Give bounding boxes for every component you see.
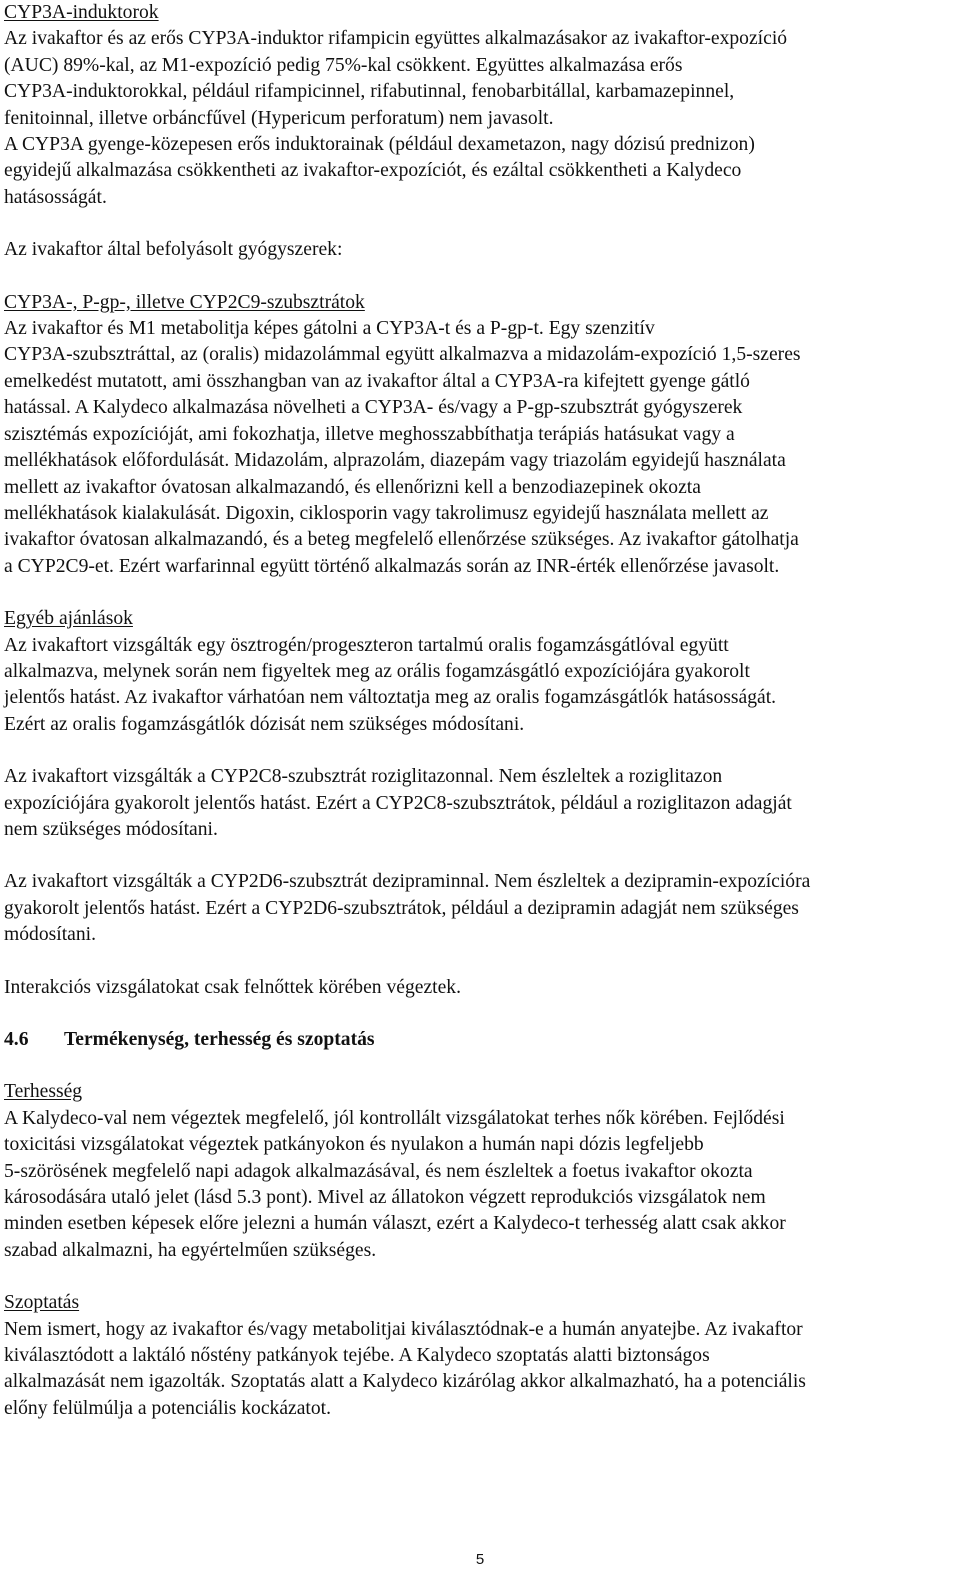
- paragraph-inducers-1: Az ivakaftor és az erős CYP3A-induktor rifampicin együttes alkalmazásakor az ivakaftor-expozíció (AUC) 89%-kal, az M1-expozíció pedig 75%-kal csökkent. Együttes alkalmazása erős CYP3A-induktorokkal, például rifampicinnel, rifabutinnal, fenobarbitállal, karbamazepinnel, fenitoinnal, illetve orbáncfűvel (Hypericum perforatum) nem javasolt.: [4, 28, 788, 129]
- page-number: 5: [475, 1551, 485, 1568]
- paragraph-other-1: Az ivakaftort vizsgálták egy ösztrogén/progeszteron tartalmú oralis fogamzásgátlóval együtt alkalmazva, melynek során nem figyeltek meg az orális fogamzásgátló expozíciójára gyakorolt jelentős hatást. Az ivakaftor várhatóan nem változtatja meg az oralis fogamzásgátlók hatásosságát. Ezért az oralis fogamzásgátlók dózisát nem szükséges módosítani.: [4, 634, 777, 735]
- section-title-substrates: CYP3A-, P-gp-, illetve CYP2C9-szubsztrátok: [4, 291, 365, 313]
- affected-drugs-intro: Az ivakaftor által befolyásolt gyógyszerek:: [4, 239, 343, 261]
- section-title-breastfeeding: Szoptatás: [4, 1292, 80, 1314]
- document-page: [4, 0, 956, 1422]
- section-title-pregnancy: Terhesség: [4, 1081, 83, 1103]
- section-number: 4.6: [4, 1029, 29, 1050]
- paragraph-other-3: Az ivakaftort vizsgálták a CYP2D6-szubsztrát dezipraminnal. Nem észleltek a dezipramin-expozícióra gyakorolt jelentős hatást. Ezért a CYP2D6-szubsztrátok, például a dezipramin adagját nem szükséges módosítani.: [4, 871, 811, 946]
- paragraph-pregnancy: A Kalydeco-val nem végeztek megfelelő, jól kontrollált vizsgálatokat terhes nők körében. Fejlődési toxicitási vizsgálatokat végeztek patkányokon és nyulakon a humán napi dózis legfeljebb 5-szörösének megfelelő napi adagok alkalmazásával, és nem észleltek a foetus ivakaftor okozta károsodására utaló jelet (lásd 5.3 pont). Mivel az állatokon végzett reprodukciós vizsgálatok nem minden esetben képesek előre jelezni a humán választ, ezért a Kalydeco-t terhesség alatt csak akkor szabad alkalmazni, ha egyértelműen szükséges.: [4, 1107, 786, 1261]
- paragraph-inducers-2: A CYP3A gyenge-közepesen erős induktorainak (például dexametazon, nagy dózisú prednizon) egyidejű alkalmazása csökkentheti az ivakaftor-expozíciót, és ezáltal csökkentheti a Kalydeco hatásosságát.: [4, 134, 755, 208]
- section-title-cyp3a-inducers: CYP3A-induktorok: [4, 2, 159, 23]
- paragraph-other-4: Interakciós vizsgálatokat csak felnőttek körében végeztek.: [4, 976, 461, 998]
- section-heading-title: Termékenység, terhesség és szoptatás: [64, 1029, 375, 1050]
- paragraph-substrates: Az ivakaftor és M1 metabolitja képes gátolni a CYP3A-t és a P-gp-t. Egy szenzitív CYP3A-szubsztráttal, az (oralis) midazolámmal együtt alkalmazva a midazolám-expozíció 1,5-szeres emelkedést mutatott, ami összhangban van az ivakaftor által a CYP3A-ra kifejtett gyenge gátló hatással. A Kalydeco alkalmazása növelheti a CYP3A- és/vagy a P-gp-szubsztrát gyógyszerek szisztémás expozícióját, ami fokozhatja, illetve meghosszabbíthatja terápiás hatásukat vagy a mellékhatások előfordulását. Midazolám, alprazolám, diazepám vagy triazolám egyidejű használata mellett az ivakaftor óvatosan alkalmazandó, és ellenőrizni kell a benzodiazepinek okozta mellékhatások kialakulását. Digoxin, ciklosporin vagy takrolimusz egyidejű használata mellett az ivakaftor óvatosan alkalmazandó, és a beteg megfelelő ellenőrzése szükséges. Az ivakaftor gátolhatja a CYP2C9-et. Ezért warfarinnal együtt történő alkalmazás során az INR-érték ellenőrzése javasolt.: [4, 318, 801, 577]
- paragraph-other-2: Az ivakaftort vizsgálták a CYP2C8-szubsztrát roziglitazonnal. Nem észleltek a roziglitazon expozíciójára gyakorolt jelentős hatást. Ezért a CYP2C8-szubsztrátok, például a roziglitazon adagját nem szükséges módosítani.: [4, 766, 792, 840]
- section-title-other-recommendations: Egyéb ajánlások: [4, 608, 133, 630]
- paragraph-breastfeeding: Nem ismert, hogy az ivakaftor és/vagy metabolitjai kiválasztódnak-e a humán anyatejbe. Az ivakaftor kiválasztódott a laktáló nőstény patkányok tejébe. A Kalydeco szoptatás alatti biztonságos alkalmazását nem igazolták. Szoptatás alatt a Kalydeco kizárólag akkor alkalmazható, ha a potenciális előny felülmúlja a potenciális kockázatot.: [4, 1318, 806, 1419]
- section-heading-4-6: [4, 1027, 956, 1053]
